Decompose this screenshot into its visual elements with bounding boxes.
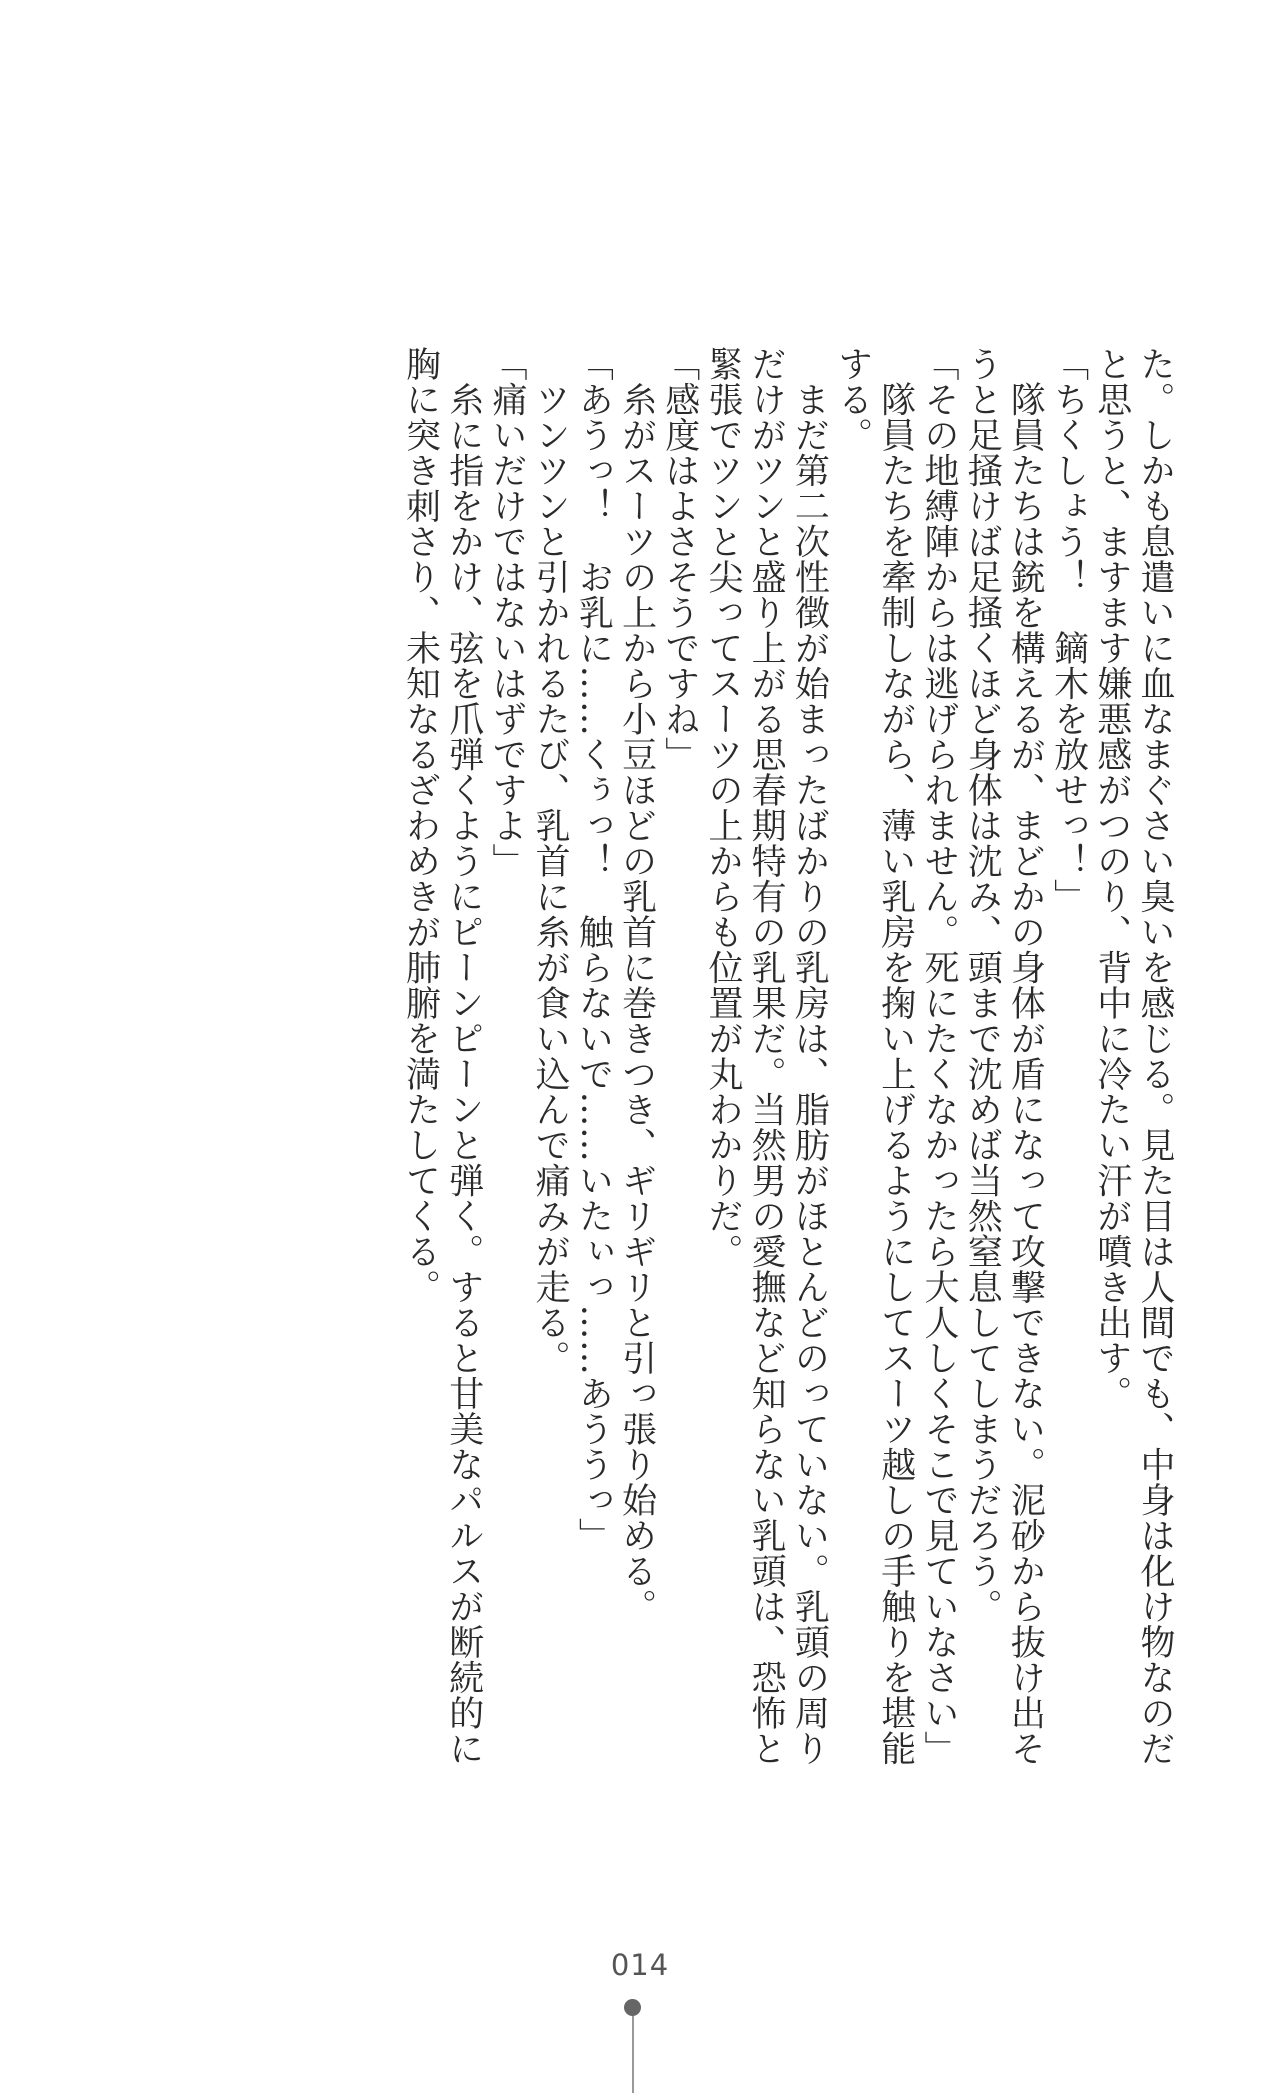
text-line: た。しかも息遣いに血なまぐさい臭いを感じる。見た目は人間でも、中身は化け物なのだ [1135, 346, 1175, 1766]
body-text [398, 346, 1176, 1766]
text-line: 「感度はよさそうですね」 [659, 346, 700, 772]
text-line: 糸に指をかけ、弦を爪弾くようにピーンピーンと弾く。すると甘美なパルスが断続的に [443, 346, 484, 1766]
text-line: 「ちくしょう！ 鏑木を放せっ！」 [1048, 346, 1089, 914]
text-line: 胸に突き刺さり、未知なるざわめきが肺腑を満たしてくる。 [400, 346, 441, 1305]
text-line: 「あうっ！ お乳に……くぅっ！ 触らないで……いたぃっ……あううっ」 [573, 346, 614, 1553]
page-marker-dot [624, 1999, 641, 2016]
text-line: と思うと、ますます嫌悪感がつのり、背中に冷たい汗が噴き出す。 [1091, 346, 1132, 1411]
text-line: うと足掻けば足掻くほど身体は沈み、頭まで沈めば当然窒息してしまうだろう。 [962, 346, 1003, 1624]
text-line: する。 [832, 346, 873, 453]
page-marker-rule [632, 2016, 634, 2093]
text-line: 糸がスーツの上から小豆ほどの乳首に巻きつき、ギリギリと引っ張り始める。 [616, 346, 657, 1624]
text-line: 隊員たちは銃を構えるが、まどかの身体が盾になって攻撃できない。泥砂から抜け出そ [1005, 346, 1046, 1766]
text-line: まだ第二次性徴が始まったばかりの乳房は、脂肪がほとんどのっていない。乳頭の周り [789, 346, 830, 1766]
text-line: 緊張でツンと尖ってスーツの上からも位置が丸わかりだ。 [702, 346, 743, 1269]
text-line: だけがツンと盛り上がる思春期特有の乳果だ。当然男の愛撫など知らない乳頭は、恐怖と [746, 346, 787, 1766]
text-line: ツンツンと引かれるたび、乳首に糸が食い込んで痛みが走る。 [530, 346, 571, 1376]
text-line: 隊員たちを牽制しながら、薄い乳房を掬い上げるようにしてスーツ越しの手触りを堪能 [875, 346, 916, 1766]
text-line: 「その地縛陣からは逃げられません。死にたくなかったら大人しくそこで見ていなさい」 [918, 346, 959, 1766]
page-number: 014 [610, 1948, 670, 1982]
text-line: 「痛いだけではないはずですよ」 [486, 346, 527, 879]
